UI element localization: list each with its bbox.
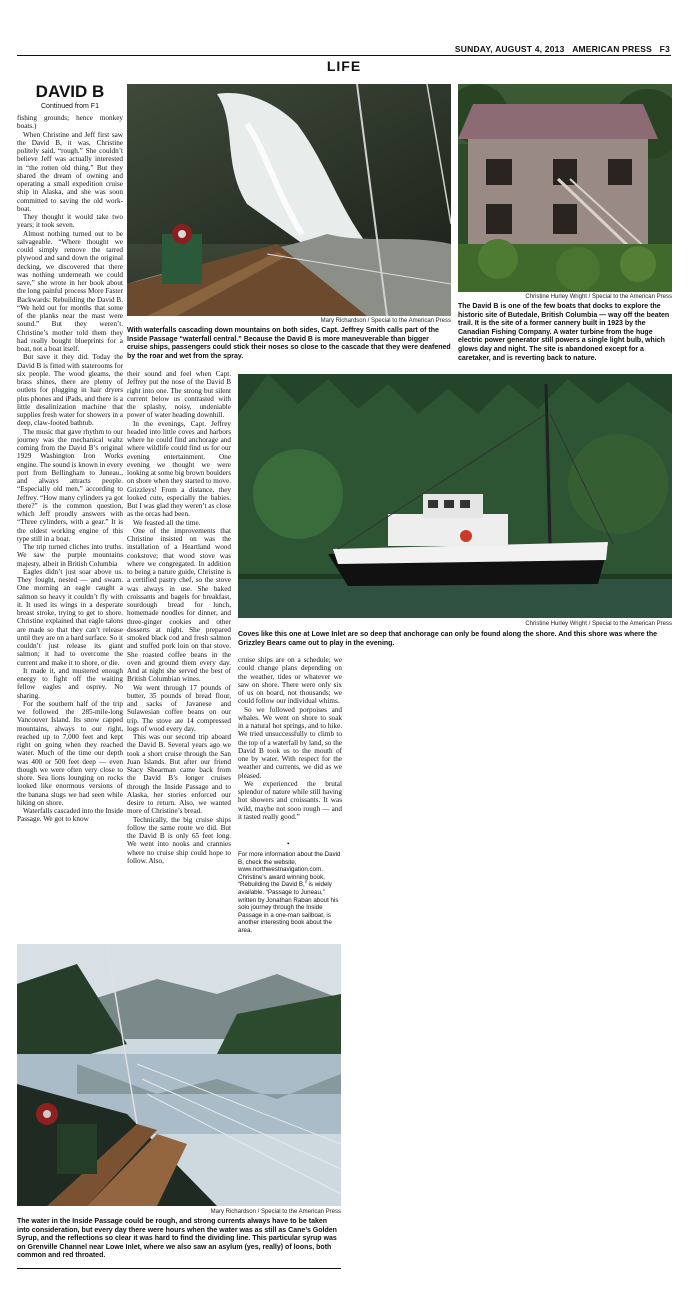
page-header [455,44,670,54]
paragraph: fishing grounds; hence monkey boats.) [17,114,123,131]
article-column-1 [17,114,123,940]
photo-cannery [458,84,672,292]
article-column-2 [127,370,231,940]
continued-line [17,103,123,110]
paragraph: their sound and feel when Capt. Jeffrey put the nose of the David B right into one. The strong but silent current below us contrasted with the splashy, noisy, undeniable power of water heading downhill. [127,370,231,420]
photo-mirror-water [17,944,341,1206]
header-date: SUNDAY, AUGUST 4, 2013 [454,44,565,54]
paragraph: But save it they did. Today the David B is fitted with staterooms for six people. The wood gleams, the brass shines, there are plenty of outlets for plugging in hair dryers plus phones and iPads, and there is a little desalinization machine that supplies fresh water for showers in a deep, claw-footed bathtub. [17,353,123,428]
story-kicker: DAVID B [35,82,105,101]
photo-caption: With waterfalls cascading down mountains on both sides, Capt. Jeffrey Smith calls part of the Inside Passage “waterfall central.” Because the David B is more maneuverable than bigger cruise ships, passengers could stick their noses so close to the cascade that they were deafened by the roar and wet from the spray. [127,327,451,360]
header-paper: AMERICAN PRESS [572,44,652,54]
info-sidebar: For more information about the David B, check the website, www.northwestnavigation.com. Christine’s award winning book, “Rebuilding the David B,” is widely available. “Passage to Juneau,” written by Jonathan Raban about his solo journey through the Inside Passage in a one-man sailboat, is another interesting book about the area. [238,851,341,934]
photo-credit: Christine Hurley Wright / Special to the American Press [525,621,672,627]
paragraph: We feasted all the time. [133,518,201,527]
paragraph: We experienced the brutal splendor of nature while still having hot showers and croissants. It was wild, maybe not sooo rough — and it tasted really good.” [238,779,342,821]
paragraph: Waterfalls cascaded into the Inside Passage. We got to know [17,807,123,824]
paragraph: cruise ships are on a schedule; we could change plans depending on the weather, tides or whatever we saw on shore. There were only six of us on board, not thousands; we could follow our individual whims. [238,656,342,706]
article-column-3 [238,656,342,846]
paragraph: The trip turned cliches into truths. We saw the purple mountains majesty, albeit in British Columbia [17,543,123,568]
paragraph: We went through 17 pounds of butter, 35 pounds of bread flour, and sacks of Javanese and Sulawesian coffee beans on our trip. The stove ate 14 compressed logs of wood every day. [127,683,231,733]
paragraph: Eagles didn’t just soar above us. They fought, nested — and swam. One morning an eagle caught a salmon so heavy it couldn’t fly with it. It used its wings in a desperate breast stroke, trying to get to shore. Christine explained that eagle talons are made so that they can’t release until they are on a hard surface. So it couldn’t just release its giant salmon; it had to overcome the current and make it to shore, or die. [17,567,123,667]
photo-boat [238,374,672,618]
paragraph: Almost nothing turned out to be salvageable. “Where thought we could simply remove the tarred plywood and sand down the original decking, we discovered that there was nothing underneath we could save,” she wrote in her book about the long painful process More Faster Backwards: Rebuilding the David B. “We held out for months that some of the planks near the mast were sound.” But they weren’t. Christine’s mother told them they had really bought blueprints for a boat, not a boat itself. [17,229,123,353]
footer-rule [17,1268,341,1269]
photo-caption: The David B is one of the few boats that docks to explore the historic site of Butedale, British Columbia — way off the beaten trail. It is the site of a former cannery built in 1923 by the Canadian Fishing Company. A water turbine from the huge electric power generator still powers a single light bulb, which glows day and night. The site is abandoned except for a caretaker, and is reverting back to nature. [458,303,670,362]
section-title: LIFE [326,58,362,74]
photo-credit: Mary Richardson / Special to the American Press [210,1209,341,1215]
photo-caption: Coves like this one at Lowe Inlet are so deep that anchorage can only be found along the shore. And this shore was where the Grizzley Bears came out to play in the evening. [238,631,658,647]
paragraph: This was our second trip aboard the David B. Several years ago we took a short cruise through the San Juan Islands. But after our friend Stacy Shearman came back from the David B’s longer cruises through the Inside Passage and to Alaska, her stories enforced our desire to return. Also, we wanted more of Christine’s bread. [127,733,231,816]
photo-waterfall [127,84,451,316]
paragraph: In the evenings, Capt. Jeffrey headed into little coves and harbors where he could find anchorage and where wildlife could find us for our evening entertainment. One evening we thought we were looking at some big brown boulders on shore when they started to move. Grizzleys! From a distance, they looked cute, especially the babies. But I was glad they weren’t as close as the orcas had been. [127,419,231,519]
photo-credit: Christine Hurley Wright / Special to the American Press [525,294,672,300]
paragraph: They thought it would take two years; it took seven. [17,213,123,230]
header-page: F3 [659,44,670,54]
paragraph: One of the improvements that Christine insisted on was the installation of a Heartland wood cookstove; that wood stove was where we congregated. In addition to being a nature guide, Christine is a certified pastry chef, so the stove was always in use. She baked croissants and bagels for breakfast, sourdough bread for lunch, homemade noodles for dinner, and three-ginger cookies and other desserts at night. She prepared smoked black cod and fresh salmon and stuffed pork loin on that stove. She roasted coffee beans in the oven and ground them every day. And at night she served the best of British Columbian wines. [127,526,231,684]
end-bullet: • [287,840,290,848]
photo-credit: Mary Richardson / Special to the American Press [320,318,451,324]
paragraph: Technically, the big cruise ships follow the same route we did. But the David B is only 65 feet long. We went into nooks and crannies where no cruise ship could hope to follow. Also, [127,815,231,865]
paragraph: The music that gave rhythm to our journey was the mechanical waltz coming from the David B’s original 1929 Washington Iron Works engine. The sound is known in every port from Bellingham to Juneau., and always attracts people. “Especially old men,” according to Jeffrey. “How many cylinders ya got there?” is the common question, which Jeff proudly answers with “Three cylinders, with a gear.” It is the oldest working engine of this type still in a boat. [17,427,123,543]
paragraph: For the southern half of the trip we followed the 285-mile-long Vancouver Island. Its snow capped mountains, always to our right, reached up to 7,000 feet and kept right on going when they reached water. Much of the time our depth was 400 or 500 feet deep — even though we were often very close to shore. Sea lions lounging on rocks looked like enormous versions of the banana slugs we had seen while hiking on shore. [17,699,123,807]
paragraph: So we followed porpoises and whales. We went on shore to soak in a natural hot springs, and to hike. We tried unsuccessfully to climb to the top of a waterfall by land, so the David B took us to the mouth of one by water. With respect for the weather and currents, we did as we pleased. [238,705,342,780]
paragraph: When Christine and Jeff first saw the David B, it was, Christine politely said, “rough.” She couldn’t believe Jeff was actually interested in “the rotten old thing.” But they shared the dream of owning and operating a small expedition cruise ship in Alaska, and she was soon committed to saving the old work-boat. [17,130,123,213]
paragraph: It made it, and mustered enough energy to fight off the waiting fellow eagles and osprey. No sharing. [17,666,123,700]
header-rule [17,55,671,56]
continued-text: Continued from F1 [41,103,99,110]
photo-caption: The water in the Inside Passage could be rough, and strong currents always have to be taken into consideration, but every day there were hours when the water was as still as Cane’s Golden Syrup, and the reflections so clear it was hard to find the dividing line. This particular syrup was on Grenville Channel near Lowe Inlet, where we also saw an asylum (yes, really) of loons, both common and red throated. [17,1218,337,1260]
